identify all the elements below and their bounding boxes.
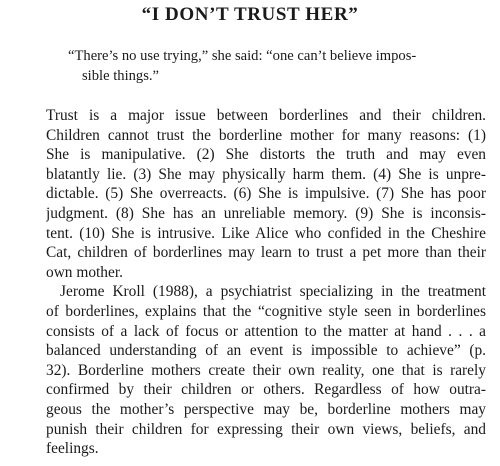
text-line: confirmed by their children or others. Regardless of how outra- <box>46 381 486 399</box>
text-line: tent. (10) She is intrusive. Like Alice who confided in the Cheshire <box>46 224 486 242</box>
text-line: punish their children for expressing their own views, beliefs, and <box>46 420 486 438</box>
text-line: Jerome Kroll (1988), a psychiatrist specializing in the treatment <box>60 283 486 301</box>
text-line: balanced understanding of an event is impossible to achieve” (p. <box>46 342 486 360</box>
text-line: feelings. <box>46 440 99 458</box>
text-line: Cat, children of borderlines may learn to trust a pet more than their <box>46 244 486 262</box>
text-line: Children cannot trust the borderline mother for many reasons: (1) <box>46 126 486 144</box>
body-text <box>46 106 486 459</box>
chapter-section-title: “I DON’T TRUST HER” <box>141 4 359 25</box>
text-line: 32). Borderline mothers create their own reality, one that is rarely <box>46 361 486 379</box>
text-line: dictable. (5) She overreacts. (6) She is impulsive. (7) She has poor <box>46 185 486 203</box>
text-line: She is manipulative. (2) She distorts the truth and may even <box>46 146 486 164</box>
text-line: blatantly lie. (3) She may physically harm them. (4) She is unpre- <box>46 165 486 183</box>
paragraph-trust <box>46 106 486 282</box>
text-line: geous the mother’s perspective may be, borderline mothers may <box>46 400 486 418</box>
text-line: own mother. <box>46 263 123 281</box>
text-line: consists of a lack of focus or attention to the matter at hand . . . a <box>46 322 486 340</box>
text-line: of borderlines, explains that the “cognitive style seen in borderlines <box>46 302 486 320</box>
epigraph-line: “There’s no use trying,” she said: “one can’t believe impos- <box>68 48 417 64</box>
text-line: judgment. (8) She has an unreliable memory. (9) She is inconsis- <box>46 204 486 222</box>
text-line: Trust is a major issue between borderlines and their children. <box>46 107 486 124</box>
epigraph-quote <box>68 46 448 86</box>
epigraph-line: sible things.” <box>82 68 160 84</box>
paragraph-kroll <box>46 282 486 458</box>
